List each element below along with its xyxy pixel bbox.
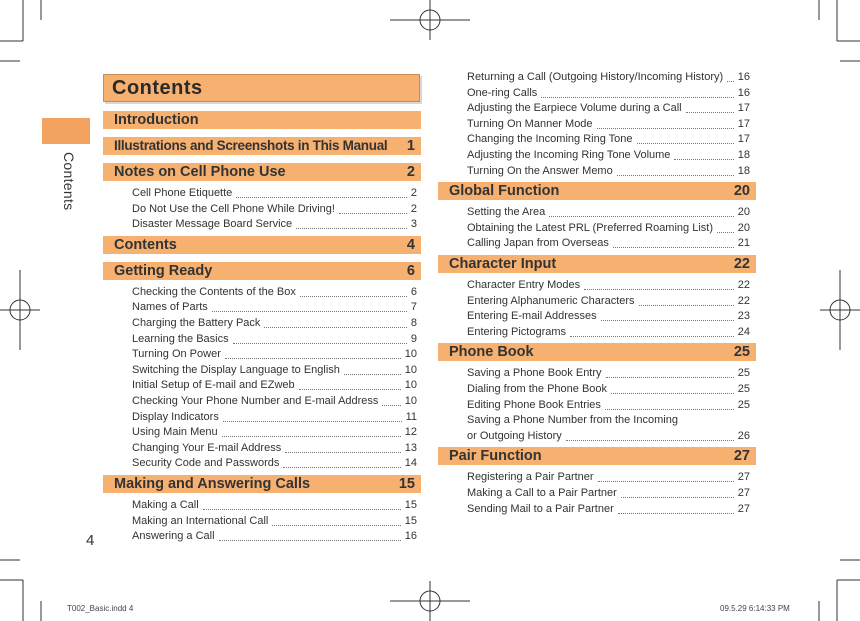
leader-dots: [222, 436, 401, 437]
entry-page: 16: [737, 71, 750, 83]
entry-page: 21: [737, 237, 750, 250]
entry-title: Entering Pictograms: [467, 325, 567, 338]
entry-title: Switching the Display Language to English: [132, 363, 340, 376]
entry-page: 10: [404, 395, 417, 407]
leader-dots: [639, 305, 734, 306]
leader-dots: [225, 358, 401, 359]
entry-title: Making a Call to a Pair Partner: [467, 487, 617, 499]
entry-title: Cell Phone Etiquette: [132, 187, 233, 199]
entry-title: Making an International Call: [132, 514, 269, 527]
entry-page: 15: [404, 514, 417, 527]
leader-dots: [382, 405, 400, 406]
section-page: 15: [398, 476, 415, 492]
entry-title: Using Main Menu: [132, 426, 218, 439]
leader-dots: [605, 409, 734, 410]
section-page: 27: [733, 448, 750, 465]
entry-page: 14: [404, 457, 417, 470]
entry-page: 9: [410, 332, 417, 345]
toc-entry[interactable]: [467, 101, 750, 116]
toc-entry[interactable]: [132, 514, 417, 529]
toc-entry[interactable]: [467, 398, 750, 413]
section-title: Notes on Cell Phone Use: [114, 164, 286, 180]
section-header: [103, 236, 421, 254]
toc-entry[interactable]: [467, 221, 750, 236]
entry-title: Checking the Contents of the Box: [132, 285, 296, 298]
entry-page: 22: [737, 294, 750, 307]
entry-title: Turning On Power: [132, 348, 221, 361]
leader-dots: [272, 525, 400, 526]
entry-title: Entering Alphanumeric Characters: [467, 294, 635, 307]
entry-title: Disaster Message Board Service: [132, 218, 293, 231]
section-header: [438, 182, 756, 200]
entry-title: Charging the Battery Pack: [132, 317, 261, 329]
leader-dots: [212, 311, 407, 312]
leader-dots: [727, 81, 734, 82]
toc-entry[interactable]: [467, 382, 750, 397]
toc-entry[interactable]: [132, 425, 417, 440]
section-page: 1: [406, 138, 415, 154]
leader-dots: [618, 513, 734, 514]
leader-dots: [584, 289, 734, 290]
leader-dots: [223, 421, 402, 422]
section-header: [103, 111, 421, 129]
entry-page: 27: [737, 487, 750, 499]
entry-title: or Outgoing History: [467, 429, 562, 442]
toc-entry[interactable]: [467, 117, 750, 132]
entry-page: 25: [737, 367, 750, 380]
leader-dots: [601, 320, 734, 321]
entry-page: 10: [404, 379, 417, 392]
entry-page: 27: [737, 502, 750, 515]
entry-page: 18: [737, 149, 750, 161]
leader-dots: [339, 213, 407, 214]
section-header: [103, 163, 421, 181]
entry-title: Changing Your E-mail Address: [132, 441, 282, 454]
leader-dots: [299, 389, 401, 390]
entry-page: 27: [737, 471, 750, 484]
leader-dots: [549, 216, 733, 217]
toc-entry[interactable]: [467, 366, 750, 381]
entry-page: 13: [404, 441, 417, 454]
toc-entry[interactable]: [132, 410, 417, 425]
section-page: 6: [406, 262, 415, 279]
toc-entry[interactable]: [467, 325, 750, 340]
leader-dots: [606, 377, 734, 378]
section-header: [103, 137, 421, 155]
entry-title: Answering a Call: [132, 530, 215, 543]
leader-dots: [264, 327, 406, 328]
entry-page: 16: [404, 530, 417, 543]
section-title: Contents: [114, 236, 177, 253]
page-title-box: [103, 74, 420, 102]
entry-page: 17: [737, 102, 750, 115]
entry-page: 18: [737, 164, 750, 177]
entry-title: Sending Mail to a Pair Partner: [467, 502, 614, 515]
entry-title: Saving a Phone Book Entry: [467, 367, 602, 380]
entry-page: 24: [737, 325, 750, 338]
section-title: Illustrations and Screenshots in This Manual: [114, 138, 388, 153]
page-title: Contents: [112, 77, 203, 99]
toc-entry[interactable]: [467, 86, 750, 101]
entry-title: Returning a Call (Outgoing History/Incoming History): [467, 71, 724, 83]
leader-dots: [686, 112, 734, 113]
toc-entry[interactable]: [132, 217, 417, 232]
entry-page: 2: [410, 187, 417, 199]
entry-title: One-ring Calls: [467, 86, 538, 99]
toc-entry[interactable]: [467, 132, 750, 147]
page-number: 4: [86, 532, 95, 549]
leader-dots: [570, 336, 734, 337]
leader-dots: [296, 228, 407, 229]
entry-title: Character Entry Modes: [467, 279, 581, 291]
leader-dots: [613, 247, 734, 248]
section-title: Making and Answering Calls: [114, 476, 311, 492]
toc-entry[interactable]: [132, 394, 417, 409]
section-title: Pair Function: [449, 448, 542, 465]
toc-entry[interactable]: [132, 441, 417, 456]
entry-title: Calling Japan from Overseas: [467, 237, 609, 250]
entry-title: Saving a Phone Number from the Incoming: [467, 414, 678, 427]
leader-dots: [637, 143, 734, 144]
leader-dots: [598, 481, 734, 482]
entry-title: Learning the Basics: [132, 332, 229, 345]
toc-entry[interactable]: [132, 347, 417, 362]
toc-entry[interactable]: [467, 148, 750, 163]
entry-page: 10: [404, 363, 417, 376]
section-page: 20: [733, 183, 750, 200]
entry-page: 26: [737, 429, 750, 442]
entry-title: Security Code and Passwords: [132, 457, 280, 470]
entry-title: Checking Your Phone Number and E-mail Address: [132, 395, 379, 407]
entry-title: Setting the Area: [467, 206, 546, 219]
section-header: [103, 262, 421, 280]
entry-title: Registering a Pair Partner: [467, 471, 594, 484]
toc-entry[interactable]: [467, 429, 750, 444]
entry-title: Changing the Incoming Ring Tone: [467, 133, 633, 146]
leader-dots: [283, 467, 400, 468]
toc-entry[interactable]: [467, 278, 750, 293]
section-title: Character Input: [449, 256, 557, 272]
entry-title: Editing Phone Book Entries: [467, 398, 601, 411]
entry-title: Adjusting the Earpiece Volume during a Call: [467, 102, 682, 115]
entry-page: 22: [737, 279, 750, 291]
section-title: Phone Book: [449, 344, 534, 361]
entry-title: Making a Call: [132, 499, 199, 511]
entry-title: Initial Setup of E-mail and EZweb: [132, 379, 295, 392]
entry-page: 12: [404, 426, 417, 439]
entry-page: 6: [410, 285, 417, 298]
toc-entry[interactable]: [467, 70, 750, 85]
toc-entry[interactable]: [467, 309, 750, 324]
side-tab: [42, 118, 90, 144]
leader-dots: [233, 343, 407, 344]
toc-entry[interactable]: [132, 363, 417, 378]
section-page: 25: [733, 344, 750, 361]
leader-dots: [674, 159, 733, 160]
entry-page: 15: [404, 499, 417, 511]
entry-title: Do Not Use the Cell Phone While Driving!: [132, 202, 335, 215]
entry-page: 17: [737, 133, 750, 146]
entry-page: 2: [410, 202, 417, 215]
leader-dots: [566, 440, 734, 441]
leader-dots: [285, 452, 401, 453]
toc-entry[interactable]: [132, 285, 417, 300]
toc-entry[interactable]: [467, 164, 750, 179]
toc-entry[interactable]: [467, 205, 750, 220]
entry-page: 20: [737, 221, 750, 234]
entry-page: 17: [737, 117, 750, 130]
toc-entry[interactable]: [132, 300, 417, 315]
section-page: 4: [406, 236, 415, 253]
toc-entry[interactable]: [467, 294, 750, 309]
entry-page: 16: [737, 86, 750, 99]
leader-dots: [611, 393, 734, 394]
entry-page: 10: [404, 348, 417, 361]
entry-page: 3: [410, 218, 417, 231]
entry-title: Obtaining the Latest PRL (Preferred Roaming List): [467, 221, 713, 234]
entry-title: Adjusting the Incoming Ring Tone Volume: [467, 149, 671, 161]
leader-dots: [219, 540, 401, 541]
entry-title: Turning On the Answer Memo: [467, 164, 613, 177]
toc-entry[interactable]: [467, 470, 750, 485]
section-title: Introduction: [114, 112, 199, 128]
leader-dots: [344, 374, 401, 375]
toc-entry[interactable]: [467, 486, 750, 501]
section-page: 2: [406, 164, 415, 180]
footer-file: T002_Basic.indd 4: [67, 604, 134, 613]
entry-title: Turning On Manner Mode: [467, 117, 593, 130]
leader-dots: [203, 509, 401, 510]
toc-entry[interactable]: [132, 202, 417, 217]
toc-entry[interactable]: [132, 498, 417, 513]
toc-entry[interactable]: [132, 456, 417, 471]
entry-title: Dialing from the Phone Book: [467, 383, 608, 395]
entry-page: 8: [410, 317, 417, 329]
leader-dots: [717, 232, 734, 233]
section-header: [103, 475, 421, 493]
toc-entry[interactable]: [467, 502, 750, 517]
section-page: 22: [733, 256, 750, 272]
leader-dots: [236, 197, 407, 198]
leader-dots: [597, 128, 734, 129]
entry-title: Display Indicators: [132, 410, 219, 423]
toc-entry[interactable]: [467, 236, 750, 251]
entry-page: 23: [737, 310, 750, 323]
entry-page: 25: [737, 398, 750, 411]
entry-page: 25: [737, 383, 750, 395]
entry-title: Entering E-mail Addresses: [467, 310, 597, 323]
leader-dots: [617, 175, 734, 176]
toc-entry[interactable]: [132, 529, 417, 544]
entry-page: 20: [737, 206, 750, 219]
toc-entry[interactable]: [132, 332, 417, 347]
toc-entry[interactable]: [132, 378, 417, 393]
entry-title: Names of Parts: [132, 301, 208, 314]
toc-entry[interactable]: [132, 316, 417, 331]
section-title: Global Function: [449, 183, 560, 200]
leader-dots: [621, 497, 734, 498]
toc-entry[interactable]: [467, 413, 750, 428]
footer-timestamp: 09.5.29 6:14:33 PM: [720, 604, 790, 613]
entry-page: 7: [410, 301, 417, 314]
leader-dots: [541, 97, 733, 98]
entry-page: 11: [405, 410, 417, 423]
section-header: [438, 255, 756, 273]
section-header: [438, 343, 756, 361]
leader-dots: [300, 296, 407, 297]
toc-entry[interactable]: [132, 186, 417, 201]
side-label: Contents: [61, 152, 77, 211]
section-header: [438, 447, 756, 465]
section-title: Getting Ready: [114, 262, 213, 279]
